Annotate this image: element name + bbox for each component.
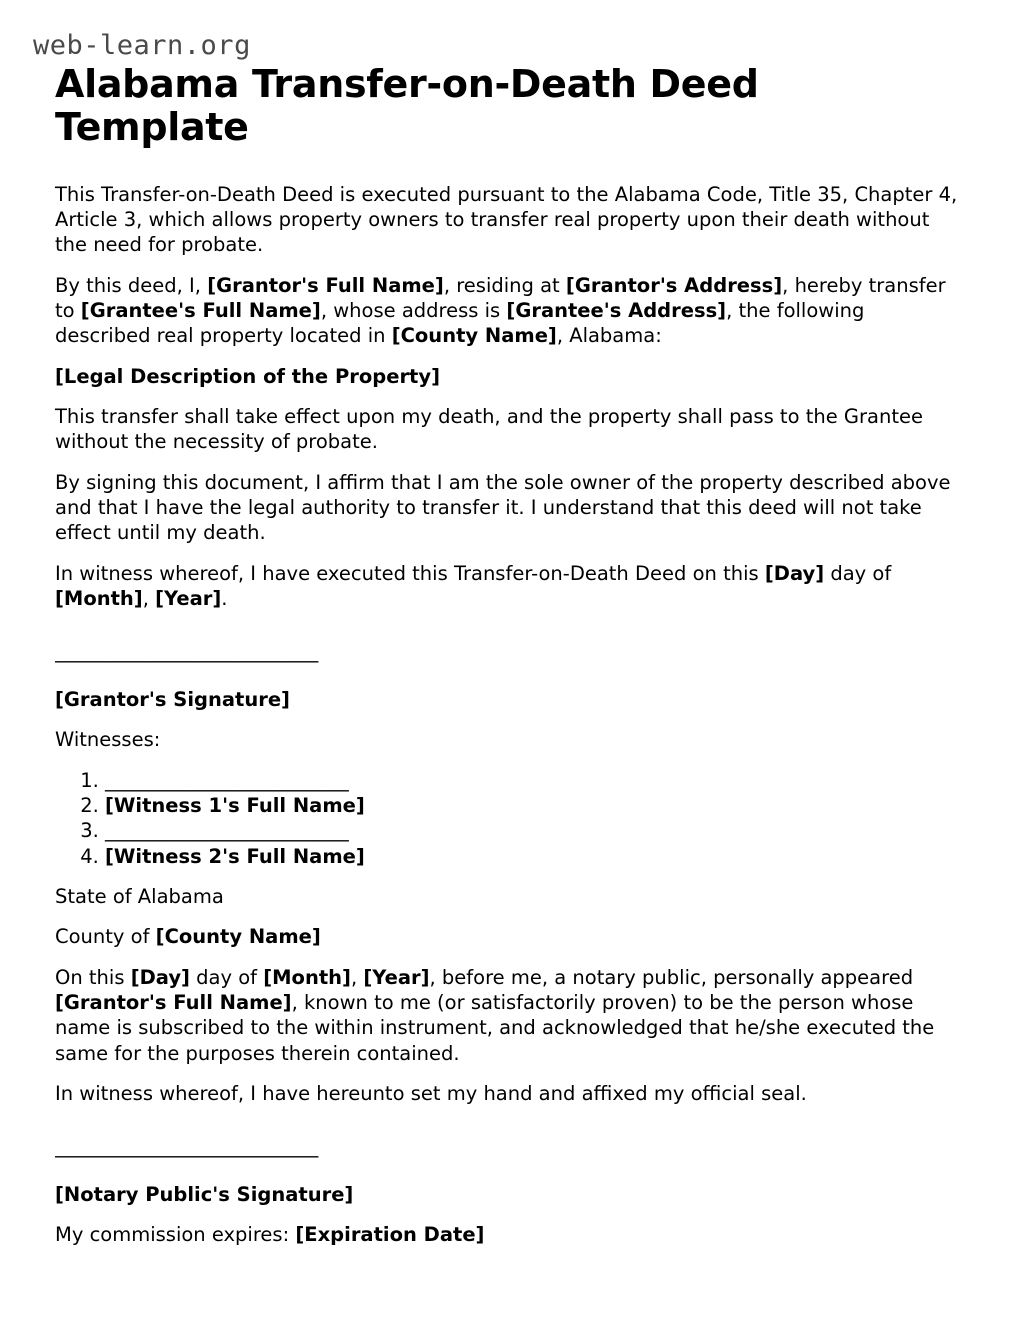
- grantor-address-placeholder: [Grantor's Address]: [565, 273, 783, 297]
- witness-list: [55, 768, 965, 869]
- notary-seal-statement: In witness whereof, I have hereunto set my hand and affixed my official seal.: [55, 1081, 807, 1105]
- notary-county-line: [55, 924, 965, 949]
- notary-signature-label: [Notary Public's Signature]: [55, 1182, 354, 1206]
- county-name-placeholder: [County Name]: [391, 324, 557, 348]
- execution-text-4: .: [221, 587, 228, 611]
- grantor-name-placeholder: [Grantor's Full Name]: [207, 273, 444, 297]
- conveyance-paragraph: [55, 273, 965, 349]
- commission-prefix-text: My commission expires:: [55, 1222, 296, 1246]
- grantor-signature-label: [Grantor's Signature]: [55, 687, 290, 711]
- grantee-address-placeholder: [Grantee's Address]: [506, 299, 727, 323]
- list-item: [105, 768, 965, 793]
- commission-expiration-placeholder: [Expiration Date]: [295, 1222, 485, 1246]
- witnesses-label: Witnesses:: [55, 728, 161, 752]
- affirmation-paragraph: By signing this document, I affirm that I am the sole owner of the property described above and that I have the legal authority to transfer it. I understand that this deed will not take effect until my death.: [55, 470, 951, 545]
- ack-year-placeholder: [Year]: [363, 965, 430, 989]
- witness-2-signature-line: _________________________: [105, 819, 349, 843]
- county-prefix-text: County of: [55, 925, 156, 949]
- conveyance-text-6: , Alabama:: [556, 324, 662, 348]
- ack-month-placeholder: [Month]: [263, 965, 351, 989]
- list-item: [105, 818, 965, 843]
- conveyance-text-2: , residing at: [443, 273, 566, 297]
- conveyance-text-3: , hereby transfer to: [55, 273, 946, 323]
- site-watermark: web-learn.org: [33, 30, 251, 61]
- conveyance-text-4: , whose address is: [320, 299, 507, 323]
- execution-text-3: ,: [142, 587, 156, 611]
- execution-month-placeholder: [Month]: [55, 587, 143, 611]
- execution-year-placeholder: [Year]: [155, 587, 222, 611]
- ack-day-placeholder: [Day]: [130, 965, 190, 989]
- notary-commission-line: [55, 1222, 965, 1247]
- conveyance-text-5: , the following described real property located in: [55, 299, 865, 348]
- notary-acknowledgment-paragraph: [55, 965, 965, 1066]
- list-item: [105, 844, 965, 869]
- ack-text-5: , known to me (or satisfactorily proven) to be the person whose name is subscribed to the within instrument, and acknowledged that he/she executed the same for the purposes therein contained.: [55, 990, 935, 1065]
- witness-1-signature-line: _________________________: [105, 768, 349, 792]
- notary-county-placeholder: [County Name]: [155, 925, 321, 949]
- legal-description-heading: [Legal Description of the Property]: [55, 364, 441, 388]
- notary-state-line: State of Alabama: [55, 884, 224, 908]
- ack-text-4: , before me, a notary public, personally appeared: [429, 965, 914, 989]
- intro-paragraph: This Transfer-on-Death Deed is executed pursuant to the Alabama Code, Title 35, Chapter 4, Article 3, which allows property owners to transfer real property upon their death without the need for probate.: [55, 182, 958, 257]
- ack-text-3: ,: [350, 965, 364, 989]
- ack-text-1: On this: [55, 965, 131, 989]
- execution-day-placeholder: [Day]: [764, 561, 825, 585]
- execution-text-1: In witness whereof, I have executed this Transfer-on-Death Deed on this: [55, 561, 765, 585]
- ack-text-2: day of: [189, 965, 264, 989]
- page-title: Alabama Transfer-on-Death Deed Template: [55, 62, 759, 150]
- witness-1-name-placeholder: [Witness 1's Full Name]: [105, 793, 365, 817]
- effect-paragraph: This transfer shall take effect upon my death, and the property shall pass to the Grantee without the necessity of probate.: [55, 405, 923, 454]
- list-item: [105, 793, 965, 818]
- notary-signature-line: ___________________________: [55, 1135, 319, 1159]
- conveyance-text-1: By this deed, I,: [55, 273, 208, 297]
- witness-2-name-placeholder: [Witness 2's Full Name]: [105, 844, 365, 868]
- grantor-signature-line: ___________________________: [55, 640, 319, 664]
- grantee-name-placeholder: [Grantee's Full Name]: [80, 299, 321, 323]
- ack-grantor-name-placeholder: [Grantor's Full Name]: [55, 990, 292, 1014]
- execution-paragraph: [55, 561, 965, 612]
- execution-text-2: day of: [824, 561, 892, 585]
